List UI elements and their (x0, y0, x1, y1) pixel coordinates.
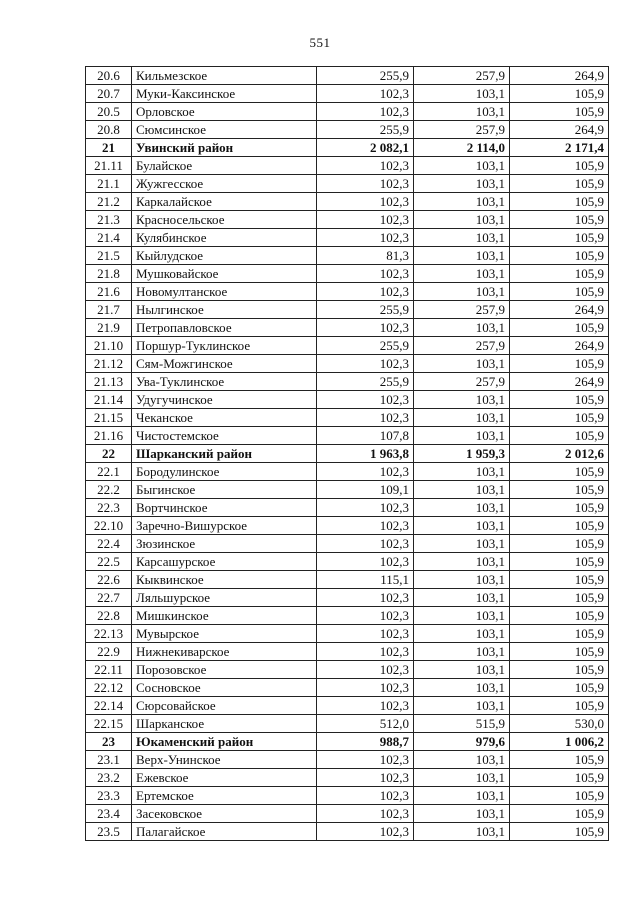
row-code: 22.10 (86, 517, 132, 535)
row-value-2: 103,1 (414, 643, 510, 661)
row-value-2: 2 114,0 (414, 139, 510, 157)
row-value-3: 105,9 (510, 697, 609, 715)
row-value-2: 103,1 (414, 409, 510, 427)
row-name: Сям-Можгинское (132, 355, 317, 373)
row-value-2: 103,1 (414, 319, 510, 337)
row-value-1: 102,3 (317, 769, 414, 787)
row-value-3: 105,9 (510, 625, 609, 643)
row-value-2: 257,9 (414, 301, 510, 319)
row-value-1: 102,3 (317, 517, 414, 535)
row-name: Шарканское (132, 715, 317, 733)
row-value-3: 105,9 (510, 103, 609, 121)
row-value-2: 257,9 (414, 373, 510, 391)
row-value-3: 1 006,2 (510, 733, 609, 751)
row-value-3: 105,9 (510, 535, 609, 553)
row-code: 22.2 (86, 481, 132, 499)
row-name: Кыйлудское (132, 247, 317, 265)
table-row (86, 355, 609, 373)
row-value-1: 102,3 (317, 175, 414, 193)
district-total-row (86, 139, 609, 157)
row-code: 21.5 (86, 247, 132, 265)
row-value-2: 257,9 (414, 337, 510, 355)
row-value-1: 102,3 (317, 355, 414, 373)
table-row (86, 157, 609, 175)
row-code: 21.7 (86, 301, 132, 319)
table-row (86, 571, 609, 589)
row-name: Кыквинское (132, 571, 317, 589)
row-code: 22.13 (86, 625, 132, 643)
row-value-3: 105,9 (510, 319, 609, 337)
row-value-2: 257,9 (414, 121, 510, 139)
row-value-1: 255,9 (317, 337, 414, 355)
table-row (86, 193, 609, 211)
table-body (86, 67, 609, 841)
row-name: Красносельское (132, 211, 317, 229)
row-value-1: 102,3 (317, 679, 414, 697)
row-name: Увинский район (132, 139, 317, 157)
row-value-3: 105,9 (510, 193, 609, 211)
row-code: 21.15 (86, 409, 132, 427)
row-name: Шарканский район (132, 445, 317, 463)
row-name: Засековское (132, 805, 317, 823)
table-row (86, 409, 609, 427)
row-value-1: 988,7 (317, 733, 414, 751)
row-value-1: 102,3 (317, 283, 414, 301)
row-name: Мушковайское (132, 265, 317, 283)
table-row (86, 427, 609, 445)
row-value-3: 105,9 (510, 265, 609, 283)
row-value-2: 103,1 (414, 769, 510, 787)
row-code: 21 (86, 139, 132, 157)
row-value-3: 105,9 (510, 553, 609, 571)
row-code: 22.12 (86, 679, 132, 697)
row-value-3: 105,9 (510, 517, 609, 535)
row-code: 22.8 (86, 607, 132, 625)
table-row (86, 823, 609, 841)
row-code: 22.7 (86, 589, 132, 607)
row-code: 21.12 (86, 355, 132, 373)
row-name: Поршур-Туклинское (132, 337, 317, 355)
row-value-2: 103,1 (414, 175, 510, 193)
row-value-3: 105,9 (510, 607, 609, 625)
row-name: Петропавловское (132, 319, 317, 337)
table-row (86, 211, 609, 229)
row-value-1: 102,3 (317, 697, 414, 715)
table-row (86, 643, 609, 661)
row-value-1: 255,9 (317, 67, 414, 85)
row-value-2: 103,1 (414, 679, 510, 697)
row-value-2: 103,1 (414, 571, 510, 589)
row-value-3: 105,9 (510, 409, 609, 427)
row-name: Жужгесское (132, 175, 317, 193)
table-row (86, 103, 609, 121)
row-value-1: 102,3 (317, 823, 414, 841)
table-row (86, 607, 609, 625)
row-value-3: 105,9 (510, 643, 609, 661)
row-value-2: 103,1 (414, 607, 510, 625)
row-value-2: 103,1 (414, 391, 510, 409)
row-value-3: 105,9 (510, 283, 609, 301)
row-code: 21.6 (86, 283, 132, 301)
row-name: Зюзинское (132, 535, 317, 553)
row-value-3: 264,9 (510, 301, 609, 319)
row-value-1: 102,3 (317, 499, 414, 517)
row-code: 21.11 (86, 157, 132, 175)
row-code: 23.5 (86, 823, 132, 841)
row-value-2: 103,1 (414, 85, 510, 103)
row-name: Сюрсовайское (132, 697, 317, 715)
row-value-2: 103,1 (414, 823, 510, 841)
page-number: 551 (309, 35, 331, 50)
row-value-3: 105,9 (510, 805, 609, 823)
row-name: Удугучинское (132, 391, 317, 409)
table-row (86, 247, 609, 265)
row-value-2: 103,1 (414, 481, 510, 499)
row-value-1: 255,9 (317, 121, 414, 139)
row-value-3: 264,9 (510, 337, 609, 355)
row-code: 21.9 (86, 319, 132, 337)
row-value-3: 105,9 (510, 427, 609, 445)
table-row (86, 391, 609, 409)
row-value-2: 103,1 (414, 355, 510, 373)
table-row (86, 787, 609, 805)
row-value-2: 979,6 (414, 733, 510, 751)
row-value-1: 102,3 (317, 589, 414, 607)
row-value-1: 102,3 (317, 391, 414, 409)
table-row (86, 283, 609, 301)
row-value-3: 105,9 (510, 481, 609, 499)
row-code: 23.2 (86, 769, 132, 787)
row-value-3: 105,9 (510, 679, 609, 697)
row-value-3: 105,9 (510, 787, 609, 805)
row-value-3: 105,9 (510, 211, 609, 229)
row-value-1: 102,3 (317, 607, 414, 625)
row-code: 21.13 (86, 373, 132, 391)
row-name: Новомултанское (132, 283, 317, 301)
row-code: 20.8 (86, 121, 132, 139)
row-value-3: 530,0 (510, 715, 609, 733)
row-value-3: 105,9 (510, 589, 609, 607)
row-value-1: 2 082,1 (317, 139, 414, 157)
row-name: Бородулинское (132, 463, 317, 481)
row-name: Ертемское (132, 787, 317, 805)
row-name: Муки-Каксинское (132, 85, 317, 103)
row-value-3: 105,9 (510, 751, 609, 769)
row-value-1: 255,9 (317, 301, 414, 319)
table-row (86, 499, 609, 517)
row-value-3: 264,9 (510, 373, 609, 391)
table-row (86, 463, 609, 481)
row-name: Нижнекиварское (132, 643, 317, 661)
table-row (86, 175, 609, 193)
row-value-2: 103,1 (414, 247, 510, 265)
row-code: 21.2 (86, 193, 132, 211)
row-value-2: 103,1 (414, 625, 510, 643)
row-value-2: 103,1 (414, 499, 510, 517)
row-value-3: 105,9 (510, 499, 609, 517)
row-value-1: 102,3 (317, 85, 414, 103)
row-code: 22.15 (86, 715, 132, 733)
row-name: Каркалайское (132, 193, 317, 211)
table-row (86, 481, 609, 499)
row-value-3: 264,9 (510, 121, 609, 139)
row-code: 22.5 (86, 553, 132, 571)
table-row (86, 769, 609, 787)
row-value-2: 103,1 (414, 265, 510, 283)
row-value-1: 81,3 (317, 247, 414, 265)
row-name: Чеканское (132, 409, 317, 427)
row-name: Верх-Унинское (132, 751, 317, 769)
row-value-2: 103,1 (414, 787, 510, 805)
row-value-3: 105,9 (510, 769, 609, 787)
row-value-2: 257,9 (414, 67, 510, 85)
row-name: Заречно-Вишурское (132, 517, 317, 535)
row-name: Нылгинское (132, 301, 317, 319)
table-row (86, 553, 609, 571)
row-value-3: 105,9 (510, 175, 609, 193)
row-code: 21.14 (86, 391, 132, 409)
row-value-2: 103,1 (414, 427, 510, 445)
row-value-3: 105,9 (510, 247, 609, 265)
row-value-1: 102,3 (317, 643, 414, 661)
row-value-3: 2 012,6 (510, 445, 609, 463)
row-name: Чистостемское (132, 427, 317, 445)
row-value-1: 102,3 (317, 661, 414, 679)
row-value-2: 103,1 (414, 805, 510, 823)
row-name: Ежевское (132, 769, 317, 787)
row-value-3: 105,9 (510, 571, 609, 589)
row-code: 22 (86, 445, 132, 463)
row-value-2: 103,1 (414, 229, 510, 247)
row-code: 23 (86, 733, 132, 751)
row-value-1: 102,3 (317, 319, 414, 337)
table-row (86, 697, 609, 715)
row-value-1: 102,3 (317, 157, 414, 175)
table-row (86, 265, 609, 283)
row-value-2: 515,9 (414, 715, 510, 733)
row-code: 22.1 (86, 463, 132, 481)
row-name: Сюмсинское (132, 121, 317, 139)
row-code: 21.10 (86, 337, 132, 355)
table-row (86, 67, 609, 85)
row-name: Мишкинское (132, 607, 317, 625)
table-row (86, 85, 609, 103)
table-row (86, 517, 609, 535)
row-value-1: 102,3 (317, 229, 414, 247)
row-value-2: 103,1 (414, 211, 510, 229)
row-value-1: 102,3 (317, 805, 414, 823)
row-code: 23.1 (86, 751, 132, 769)
row-code: 21.1 (86, 175, 132, 193)
row-value-1: 102,3 (317, 409, 414, 427)
row-code: 21.16 (86, 427, 132, 445)
row-value-2: 103,1 (414, 661, 510, 679)
row-value-3: 105,9 (510, 229, 609, 247)
row-value-2: 103,1 (414, 157, 510, 175)
row-value-2: 103,1 (414, 535, 510, 553)
row-value-1: 109,1 (317, 481, 414, 499)
row-code: 22.14 (86, 697, 132, 715)
row-value-1: 115,1 (317, 571, 414, 589)
row-name: Булайское (132, 157, 317, 175)
row-value-2: 103,1 (414, 697, 510, 715)
row-code: 22.3 (86, 499, 132, 517)
row-value-2: 103,1 (414, 589, 510, 607)
row-value-1: 102,3 (317, 625, 414, 643)
table-row (86, 661, 609, 679)
row-value-2: 103,1 (414, 283, 510, 301)
row-name: Кулябинское (132, 229, 317, 247)
row-value-2: 103,1 (414, 463, 510, 481)
table-row (86, 589, 609, 607)
row-value-1: 107,8 (317, 427, 414, 445)
table-row (86, 337, 609, 355)
row-name: Орловское (132, 103, 317, 121)
row-name: Ува-Туклинское (132, 373, 317, 391)
row-value-3: 105,9 (510, 355, 609, 373)
row-value-2: 103,1 (414, 751, 510, 769)
row-code: 23.4 (86, 805, 132, 823)
row-code: 22.6 (86, 571, 132, 589)
row-name: Мувырское (132, 625, 317, 643)
row-value-2: 103,1 (414, 193, 510, 211)
table-row (86, 121, 609, 139)
row-value-1: 512,0 (317, 715, 414, 733)
row-code: 22.11 (86, 661, 132, 679)
row-value-3: 105,9 (510, 391, 609, 409)
row-code: 22.4 (86, 535, 132, 553)
row-value-2: 103,1 (414, 517, 510, 535)
row-value-1: 102,3 (317, 751, 414, 769)
table-row (86, 715, 609, 733)
row-code: 21.3 (86, 211, 132, 229)
row-value-1: 102,3 (317, 103, 414, 121)
table-row (86, 373, 609, 391)
row-name: Быгинское (132, 481, 317, 499)
row-value-3: 105,9 (510, 85, 609, 103)
row-value-3: 105,9 (510, 157, 609, 175)
row-value-3: 105,9 (510, 661, 609, 679)
row-name: Ляльшурское (132, 589, 317, 607)
row-value-1: 102,3 (317, 535, 414, 553)
row-value-1: 102,3 (317, 787, 414, 805)
row-value-3: 2 171,4 (510, 139, 609, 157)
row-value-2: 1 959,3 (414, 445, 510, 463)
row-code: 21.4 (86, 229, 132, 247)
row-code: 21.8 (86, 265, 132, 283)
table-row (86, 319, 609, 337)
table-row (86, 301, 609, 319)
row-value-2: 103,1 (414, 553, 510, 571)
row-value-3: 105,9 (510, 463, 609, 481)
district-total-row (86, 733, 609, 751)
row-value-1: 102,3 (317, 553, 414, 571)
row-name: Сосновское (132, 679, 317, 697)
table-row (86, 229, 609, 247)
row-name: Кильмезское (132, 67, 317, 85)
row-value-2: 103,1 (414, 103, 510, 121)
row-name: Порозовское (132, 661, 317, 679)
row-value-3: 264,9 (510, 67, 609, 85)
row-value-1: 1 963,8 (317, 445, 414, 463)
row-value-1: 102,3 (317, 193, 414, 211)
table-row (86, 805, 609, 823)
row-value-1: 102,3 (317, 463, 414, 481)
district-total-row (86, 445, 609, 463)
row-name: Палагайское (132, 823, 317, 841)
row-code: 20.7 (86, 85, 132, 103)
table-row (86, 679, 609, 697)
row-code: 20.5 (86, 103, 132, 121)
row-code: 22.9 (86, 643, 132, 661)
row-code: 20.6 (86, 67, 132, 85)
table-row (86, 625, 609, 643)
row-name: Юкаменский район (132, 733, 317, 751)
row-name: Карсашурское (132, 553, 317, 571)
row-value-1: 102,3 (317, 211, 414, 229)
allocation-table (85, 66, 609, 841)
table-row (86, 535, 609, 553)
row-code: 23.3 (86, 787, 132, 805)
row-value-3: 105,9 (510, 823, 609, 841)
row-name: Вортчинское (132, 499, 317, 517)
row-value-1: 255,9 (317, 373, 414, 391)
row-value-1: 102,3 (317, 265, 414, 283)
table-row (86, 751, 609, 769)
